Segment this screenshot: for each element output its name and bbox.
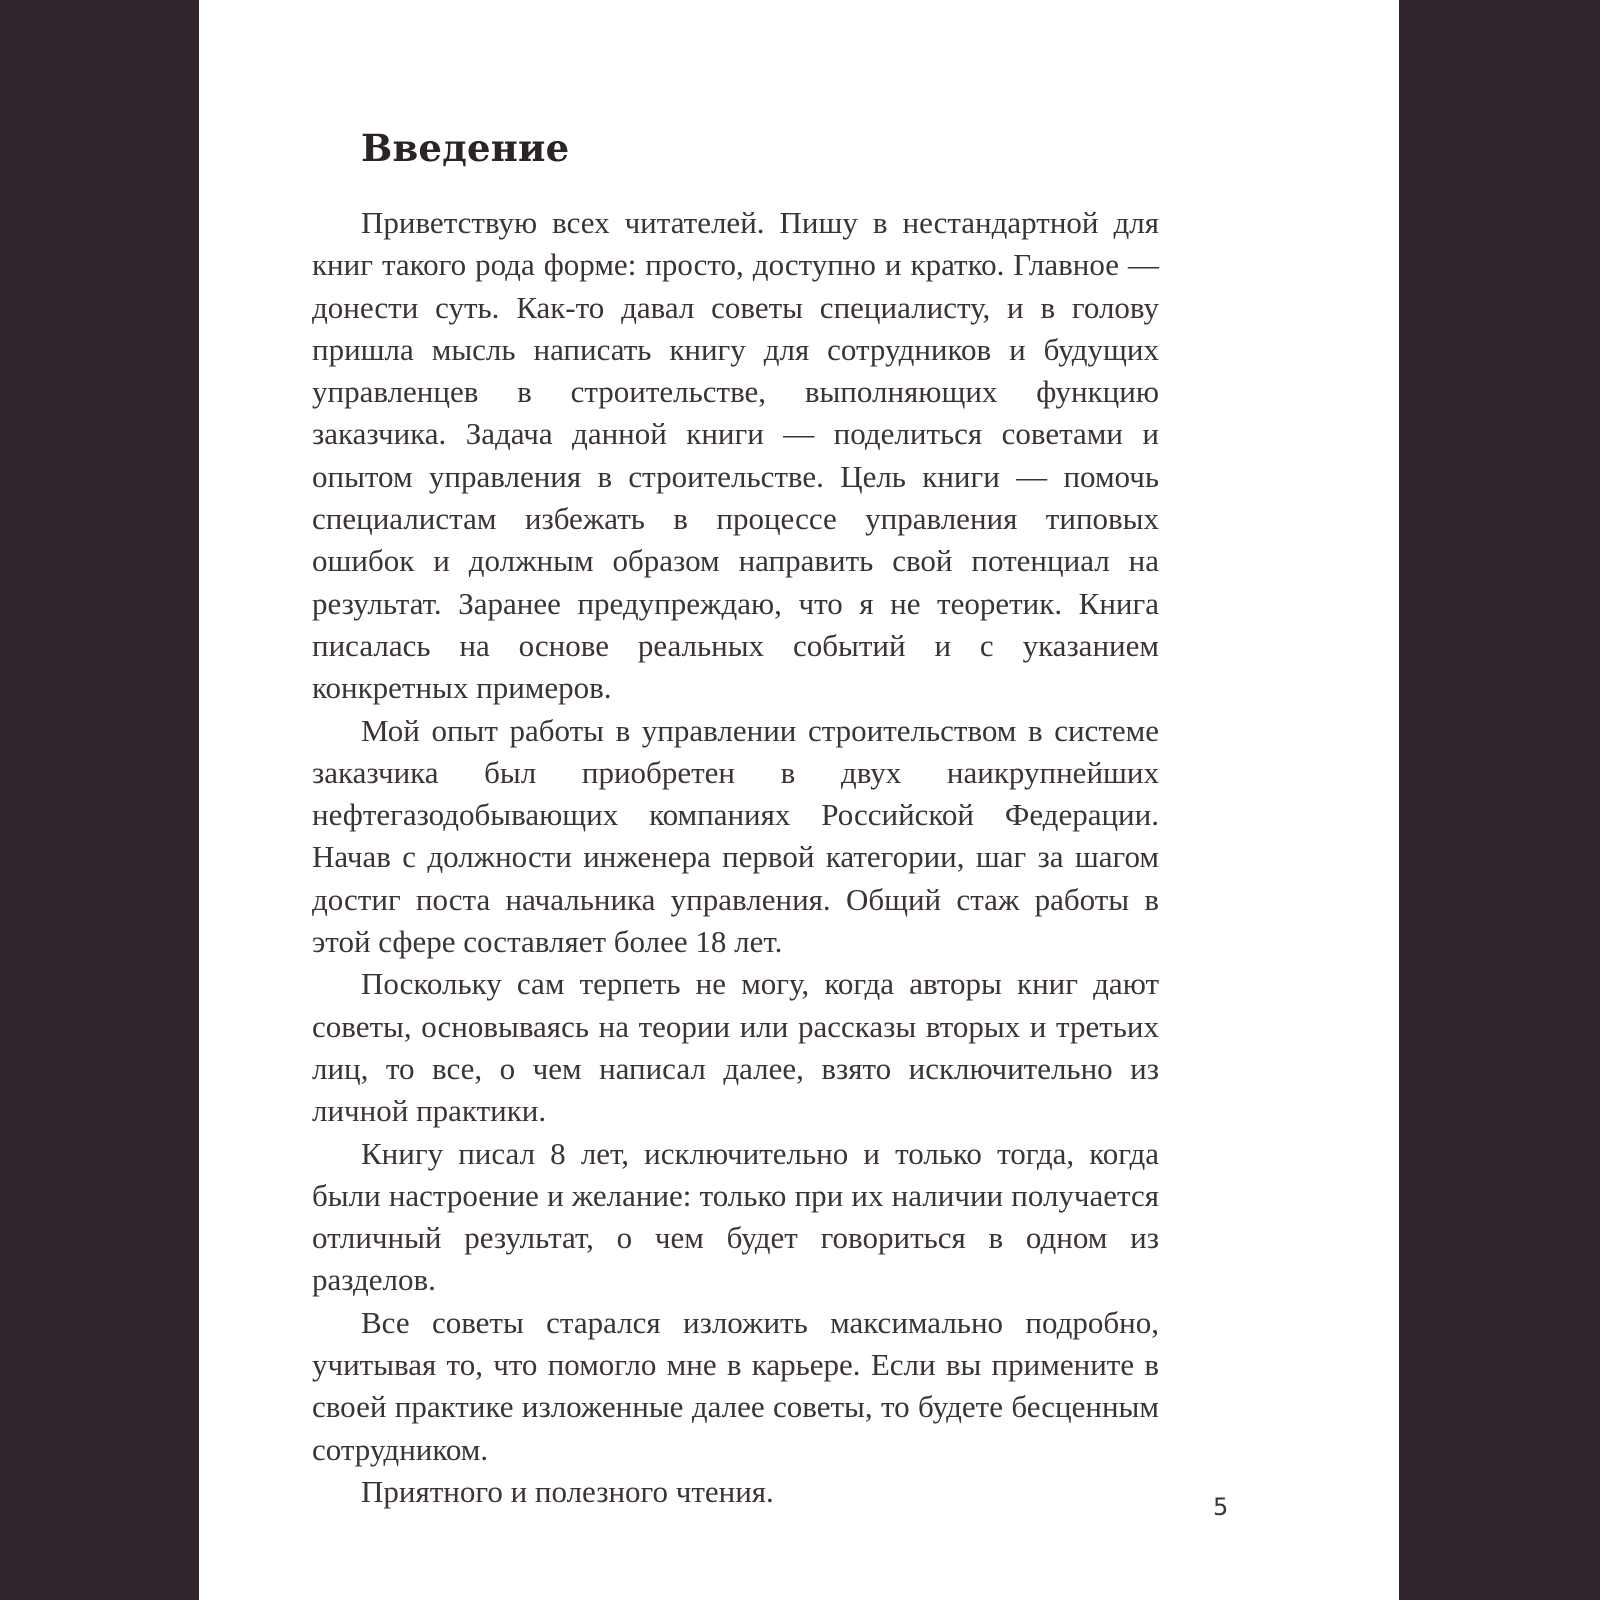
paragraph-closing: Приятного и полезного чтения.: [361, 1473, 774, 1509]
paragraph-experience: Мой опыт работы в управлении строительством в системе заказчика был приобретен в двух наикрупнейших нефтегазодобывающих компаниях Российской Федерации. Начав с должности инженера первой категории, шаг за шагом достиг поста начальника управления. Общий стаж работы в этой сфере составляет более 18 лет.: [312, 712, 1159, 960]
chapter-heading: Введение: [361, 126, 570, 170]
body-text: [312, 202, 1159, 1513]
paragraph-advice: Все советы старался изложить максимально подробно, учитывая то, что помогло мне в карьере. Если вы примените в своей практике изложенные далее советы, то будете бесценным сотрудником.: [312, 1304, 1159, 1467]
book-page: [199, 0, 1399, 1600]
paragraph-writing: Книгу писал 8 лет, исключительно и только тогда, когда были настроение и желание: только при их наличии получается отличный результат, о чем будет говориться в одном из разделов.: [312, 1135, 1159, 1298]
paragraph-practice: Поскольку сам терпеть не могу, когда авторы книг дают советы, основываясь на теории или рассказы вторых и третьих лиц, то все, о чем написал далее, взято исключительно из личной практики.: [312, 966, 1159, 1129]
page-number: 5: [1213, 1493, 1229, 1521]
paragraph-greeting: Приветствую всех читателей. Пишу в нестандартной для книг такого рода форме: просто, доступно и кратко. Главное — донести суть. Как-то давал советы специалисту, и в голову пришла мысль написать книгу для сотрудников и будущих управленцев в строительстве, выполняющих функцию заказчика. Задача данной книги — поделиться советами и опытом управления в строительстве. Цель книги — помочь специалистам избежать в процессе управления типовых ошибок и должным образом направить свой потенциал на результат. Заранее предупреждаю, что я не теоретик. Книга писалась на основе реальных событий и с указанием конкретных примеров.: [312, 205, 1159, 706]
